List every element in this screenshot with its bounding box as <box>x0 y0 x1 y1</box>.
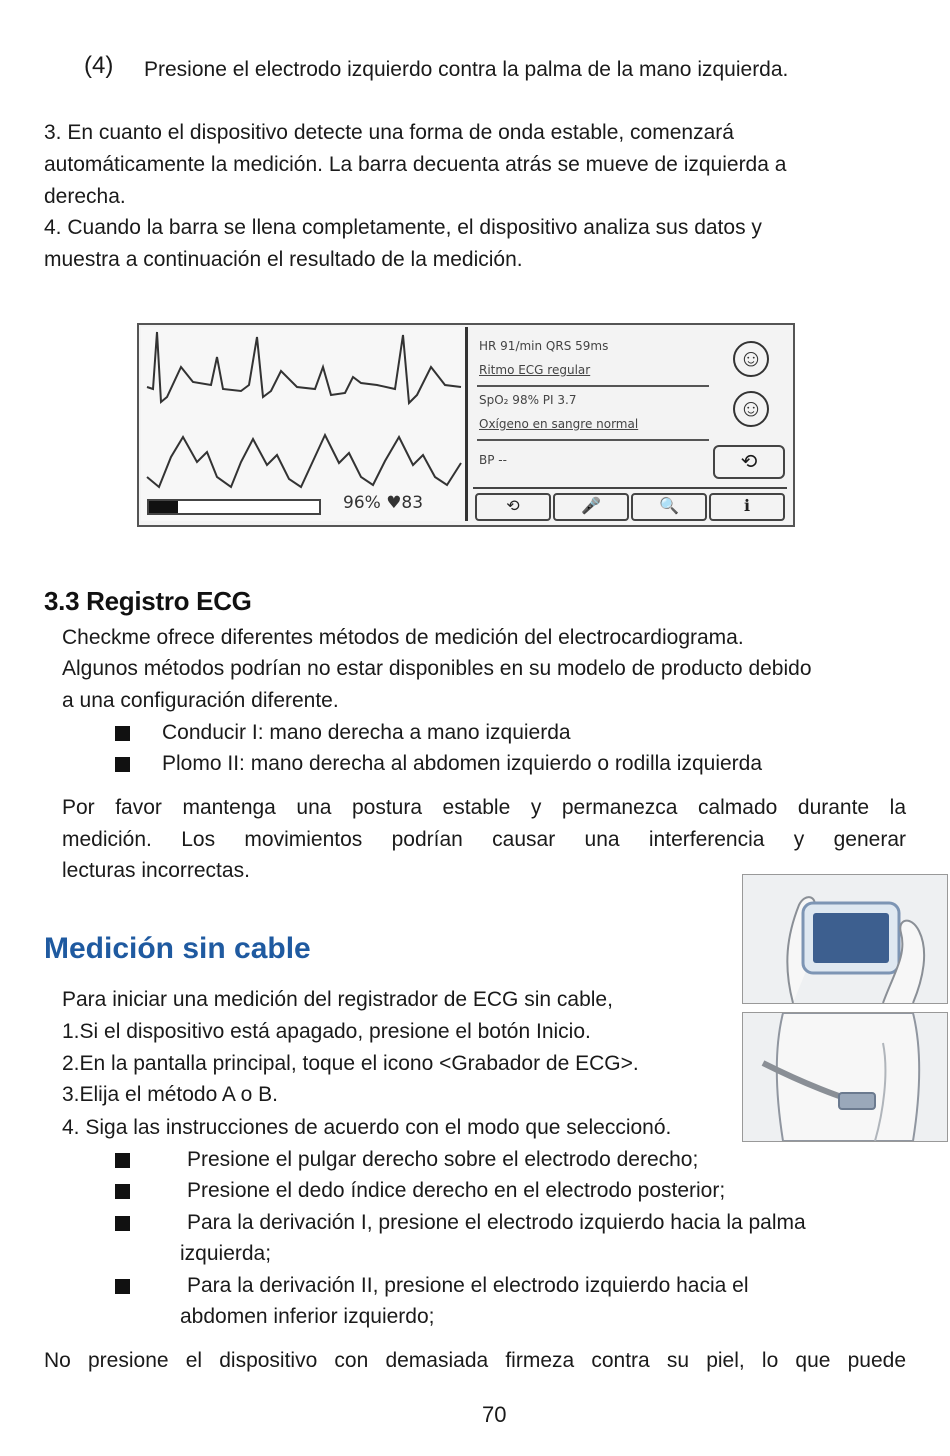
spo2-readout: SpO₂ 98% PI 3.7 <box>479 393 577 407</box>
paragraph-line: medición. Los movimientos podrían causar una interferencia y generar <box>62 828 906 851</box>
bullet-square <box>115 726 130 741</box>
bullet-square <box>115 1153 130 1168</box>
bullet-square <box>115 757 130 772</box>
bullet-text-continuation: abdomen inferior izquierdo; <box>180 1305 435 1328</box>
page-number: 70 <box>482 1402 507 1427</box>
paragraph-line: lecturas incorrectas. <box>62 859 250 882</box>
divider <box>477 439 709 441</box>
oxygen-status: Oxígeno en sangre normal <box>479 417 639 431</box>
paragraph-line: Por favor mantenga una postura estable y permanezca calmado durante la <box>62 796 906 819</box>
smiley-icon: ☺ <box>733 391 769 427</box>
paragraph-line: Checkme ofrece diferentes métodos de medición del electrocardiograma. <box>62 626 744 649</box>
closing-line: No presione el dispositivo con demasiada firmeza contra su piel, lo que puede <box>44 1349 906 1372</box>
paragraph-line: 3.Elija el método A o B. <box>62 1083 278 1106</box>
bullet-square <box>115 1216 130 1231</box>
step-4-text: Presione el electrodo izquierdo contra la palma de la mano izquierda. <box>144 58 789 81</box>
bullet-text: Para la derivación II, presione el electrodo izquierdo hacia el <box>187 1274 749 1297</box>
step-number: (4) <box>84 52 114 79</box>
paragraph-line: a una configuración diferente. <box>62 689 339 712</box>
divider <box>477 385 709 387</box>
countdown-bar-fill <box>149 501 178 513</box>
smiley-icon: ☺ <box>733 341 769 377</box>
bullet-text: Presione el dedo índice derecho en el electrodo posterior; <box>187 1179 726 1202</box>
countdown-bar <box>147 499 321 515</box>
bullet-text-continuation: izquierda; <box>180 1242 272 1265</box>
bp-readout: BP -- <box>479 453 507 467</box>
refresh-icon: ⟲ <box>475 493 551 521</box>
rhythm-status: Ritmo ECG regular <box>479 363 591 377</box>
ecg-device-screen <box>137 323 795 527</box>
bullet-square <box>115 1279 130 1294</box>
ecg-waveform <box>141 327 465 521</box>
status-readout: 96% ♥83 <box>343 493 424 513</box>
bullet-text: Conducir I: mano derecha a mano izquierda <box>162 721 571 744</box>
waveform-panel <box>141 327 468 521</box>
bullet-text: Presione el pulgar derecho sobre el electrodo derecho; <box>187 1148 699 1171</box>
intro-line: 3. En cuanto el dispositivo detecte una forma de onda estable, comenzará <box>44 121 734 144</box>
section-heading: Medición sin cable <box>44 932 311 965</box>
bullet-text: Para la derivación I, presione el electrodo izquierdo hacia la palma <box>187 1211 806 1234</box>
info-icon: ℹ <box>709 493 785 521</box>
magnifier-icon: 🔍 <box>631 493 707 521</box>
hr-readout: HR 91/min QRS 59ms <box>479 339 609 353</box>
loop-button: ⟲ <box>713 445 785 479</box>
intro-line: 4. Cuando la barra se llena completamente, el dispositivo analiza sus datos y <box>44 216 762 239</box>
section-heading: 3.3 Registro ECG <box>44 586 252 616</box>
bullet-text: Plomo II: mano derecha al abdomen izquierdo o rodilla izquierda <box>162 752 763 775</box>
tab-bar <box>473 487 787 521</box>
paragraph-line: Para iniciar una medición del registrador de ECG sin cable, <box>62 988 613 1011</box>
intro-line: derecha. <box>44 185 126 208</box>
hands-holding-device-image <box>742 874 948 1004</box>
info-panel <box>471 327 789 521</box>
intro-line: automáticamente la medición. La barra decuenta atrás se mueve de izquierda a <box>44 153 787 176</box>
paragraph-line: Algunos métodos podrían no estar disponibles en su modelo de producto debido <box>62 657 812 680</box>
microphone-icon: 🎤 <box>553 493 629 521</box>
intro-line: muestra a continuación el resultado de la medición. <box>44 248 523 271</box>
paragraph-line: 4. Siga las instrucciones de acuerdo con el modo que seleccionó. <box>62 1116 672 1139</box>
paragraph-line: 2.En la pantalla principal, toque el icono <Grabador de ECG>. <box>62 1052 639 1075</box>
bullet-square <box>115 1184 130 1199</box>
device-on-abdomen-image <box>742 1012 948 1142</box>
paragraph-line: 1.Si el dispositivo está apagado, presione el botón Inicio. <box>62 1020 591 1043</box>
